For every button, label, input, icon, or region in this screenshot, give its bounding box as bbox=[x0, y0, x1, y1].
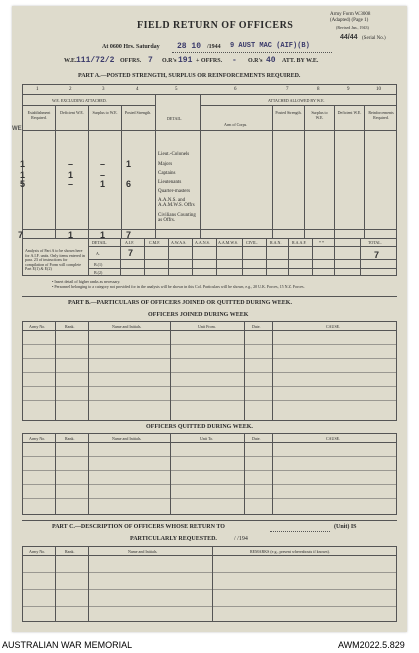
part-c-unit-is: (Unit) IS bbox=[334, 524, 357, 530]
analysis-head-raaf: R.A.A.F. bbox=[292, 240, 307, 245]
joined-head-unit-from: Unit From. bbox=[198, 324, 216, 329]
or-label: O.R's bbox=[162, 58, 177, 64]
part-c-head-name: Name and Initials. bbox=[128, 549, 158, 554]
quit-head-rank: Rank. bbox=[65, 436, 75, 441]
analysis-head-aamws: A.A.M.W.S. bbox=[218, 240, 238, 245]
total-col3: 1 bbox=[100, 230, 106, 240]
col4-value: 1 bbox=[126, 159, 132, 169]
col-head-4: Posted Strength. bbox=[124, 110, 152, 115]
quit-head-cause: CAUSE. bbox=[326, 436, 341, 441]
col-head-10: Reinforcements Required. bbox=[368, 110, 394, 120]
army-form-line3: (Revised Jan., 1943) bbox=[336, 25, 369, 30]
analysis-head-total: TOTAL. bbox=[368, 240, 382, 245]
part-c-table bbox=[22, 546, 397, 622]
at-line-prefix: At 0600 Hrs. Saturday bbox=[102, 44, 160, 50]
total-col2: 1 bbox=[68, 230, 74, 240]
detail-quartermasters: Quarter-masters bbox=[158, 189, 191, 194]
col2-value: 1 bbox=[68, 170, 74, 180]
analysis-head-aans: A.A.N.S. bbox=[195, 240, 210, 245]
note-2: • Personnel belonging to a category not provided for in the analysis will be shown in this Col. Particulars will be shown, e.g., 20 U.K. Forces, 15 N.Z. Forces. bbox=[52, 284, 305, 289]
col-number-8: 8 bbox=[317, 87, 320, 92]
col-number-2: 2 bbox=[69, 87, 72, 92]
joined-table bbox=[22, 321, 397, 421]
col-head-1: Establishment Required. bbox=[27, 110, 51, 120]
part-c-head-army-no: Army No. bbox=[29, 549, 46, 554]
quit-head-army-no: Army No. bbox=[29, 436, 46, 441]
joined-head-army-no: Army No. bbox=[29, 324, 46, 329]
col3-value: – bbox=[100, 170, 106, 180]
col-number-1: 1 bbox=[36, 87, 39, 92]
col3-value: – bbox=[100, 159, 106, 169]
analysis-row-a: A. bbox=[96, 251, 100, 256]
joined-head-date: Date. bbox=[252, 324, 261, 329]
at-line-year: /1944 bbox=[207, 44, 221, 50]
col-head-5: DETAIL. bbox=[167, 116, 183, 121]
col-number-10: 10 bbox=[376, 87, 381, 92]
col-head-3: Surplus to W.E. bbox=[92, 110, 118, 115]
part-c-head-rank: Rank. bbox=[65, 549, 75, 554]
analysis-head-awas: A.W.A.S. bbox=[171, 240, 187, 245]
quit-head-date: Date. bbox=[252, 436, 261, 441]
serial-label: (Serial No.) bbox=[362, 36, 386, 41]
footer-accession: AWM2022.5.829 bbox=[338, 640, 405, 650]
quit-head-unit-to: Unit To. bbox=[200, 436, 214, 441]
col-head-7: Posted Strength. bbox=[275, 110, 302, 115]
analysis-head-other: * * bbox=[319, 240, 324, 245]
attached-allowed: ATTACHED ALLOWED BY W.E. bbox=[268, 98, 325, 103]
or-value: 191 bbox=[178, 56, 193, 65]
col-head-9: Deficient W.E. bbox=[337, 110, 362, 115]
detail-lt-colonels: Lieut.-Colonels bbox=[158, 152, 190, 157]
form-title: FIELD RETURN OF OFFICERS bbox=[137, 20, 294, 31]
analysis-row-b1: B.(1) bbox=[94, 262, 103, 267]
col2-value: – bbox=[68, 179, 74, 189]
col-head-8: Surplus to W.E. bbox=[311, 110, 328, 120]
col-head-2: Deficient W.E. bbox=[60, 110, 84, 115]
offrs-value: 7 bbox=[148, 56, 153, 65]
analysis-head-ran: R.A.N. bbox=[270, 240, 282, 245]
army-form-line1: Army Form W.3008 bbox=[330, 12, 371, 17]
analysis-note: Analysis of Part A to be shown here for A.I.F. units. Only items entered in para. 23 of instructions for compilation of Form will complete Part E(1) & E(2) bbox=[25, 248, 85, 271]
col-number-5: 5 bbox=[175, 87, 178, 92]
or2-label: O.R's bbox=[248, 58, 263, 64]
col-head-6: Arm of Corps. bbox=[224, 122, 248, 127]
unit-handwritten: 9 AUST MAC (AIF)(B) bbox=[230, 42, 310, 50]
we-mark: WE bbox=[12, 126, 22, 132]
part-c-date: / /194 bbox=[234, 536, 248, 542]
col3-value: 1 bbox=[100, 179, 106, 189]
army-form-line2: (Adapted) (Page 1) bbox=[330, 18, 369, 23]
analysis-head-civil: CIVIL. bbox=[246, 240, 258, 245]
part-c-head-remarks: REMARKS (e.g., present whereabouts if known). bbox=[250, 549, 330, 554]
joined-head-rank: Rank. bbox=[65, 324, 75, 329]
total-value: 7 bbox=[374, 250, 380, 260]
we-excluding-attached: W.E. EXCLUDING ATTACHED. bbox=[52, 98, 107, 103]
quitted-title: OFFICERS QUITTED DURING WEEK. bbox=[146, 424, 253, 430]
part-b-title: PART B.—PARTICULARS OF OFFICERS JOINED OR QUITTED DURING WEEK. bbox=[68, 300, 292, 306]
quit-head-name: Name and Initials. bbox=[112, 436, 142, 441]
analysis-head-aif: A.I.F. bbox=[125, 240, 135, 245]
plus-offrs: + OFFRS. bbox=[196, 58, 223, 64]
joined-head-cause: CAUSE. bbox=[326, 324, 341, 329]
total-col1: 7 bbox=[18, 230, 24, 240]
detail-majors: Majors bbox=[158, 162, 173, 167]
form-sheet bbox=[12, 6, 407, 632]
joined-head-name: Name and Initials. bbox=[112, 324, 142, 329]
col-number-6: 6 bbox=[234, 87, 237, 92]
att-by: ATT. BY W.E. bbox=[282, 58, 319, 64]
detail-captains: Captains bbox=[158, 171, 176, 176]
joined-title: OFFICERS JOINED DURING WEEK bbox=[148, 312, 249, 318]
part-a-title: PART A.—POSTED STRENGTH, SURPLUS OR REINFORCEMENTS REQUIRED. bbox=[78, 73, 301, 79]
col-number-3: 3 bbox=[102, 87, 105, 92]
col1-value: 5 bbox=[20, 179, 26, 189]
detail-civilians: Civilians Counting as Offrs. bbox=[158, 213, 196, 223]
analysis-row-b2: B.(2) bbox=[94, 270, 103, 275]
we-label: W.E. bbox=[64, 58, 77, 64]
part-c-line2: PARTICULARLY REQUESTED. bbox=[130, 536, 217, 542]
col-number-4: 4 bbox=[136, 87, 139, 92]
analysis-head-cmf: C.M.F. bbox=[149, 240, 161, 245]
we-value: 111/72/2 bbox=[76, 56, 115, 65]
analysis-head-detail: DETAIL. bbox=[92, 240, 108, 245]
or2-value: 40 bbox=[266, 56, 276, 65]
note-1: • Insert detail of higher ranks as necessary. bbox=[52, 279, 121, 284]
detail-aans: A.A.N.S. and A.A.M.W.S. Offrs bbox=[158, 198, 195, 208]
offrs-label: OFFRS. bbox=[120, 58, 142, 64]
col-number-9: 9 bbox=[347, 87, 350, 92]
detail-lieutenants: Lieutenants bbox=[158, 180, 182, 185]
serial-number: 44/44 bbox=[340, 34, 358, 41]
col2-value: – bbox=[68, 159, 74, 169]
col-number-7: 7 bbox=[286, 87, 289, 92]
col1-value: 1 bbox=[20, 170, 26, 180]
quitted-table bbox=[22, 433, 397, 515]
part-c-title: PART C.—DESCRIPTION OF OFFICERS WHOSE RETURN TO bbox=[52, 524, 225, 530]
at-line-date: 28 10 bbox=[177, 42, 202, 51]
aif-value: 7 bbox=[128, 248, 134, 258]
col1-value: 1 bbox=[20, 159, 26, 169]
footer-credit: AUSTRALIAN WAR MEMORIAL bbox=[2, 640, 133, 650]
total-col4: 7 bbox=[126, 230, 132, 240]
col4-value: 6 bbox=[126, 179, 132, 189]
dash: - bbox=[232, 56, 237, 65]
